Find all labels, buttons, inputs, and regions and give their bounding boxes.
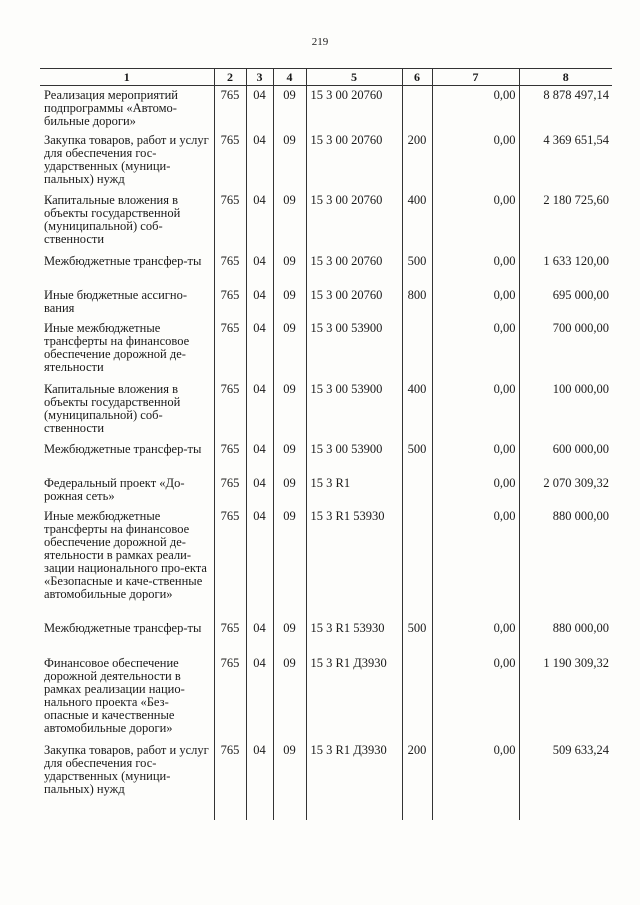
filler-cell [246,801,273,820]
header-cell: 1 [40,69,214,86]
row-cell-4: 09 [273,380,306,440]
header-cell: 2 [214,69,246,86]
row-cell-3: 04 [246,619,273,654]
table-row [40,654,612,741]
row-cell-4: 09 [273,319,306,380]
row-cell-8: 880 000,00 [519,619,612,654]
row-cell-6: 400 [402,380,432,440]
row-cell-7: 0,00 [432,252,519,286]
row-cell-5: 15 3 00 53900 [306,380,402,440]
row-cell-6 [402,86,432,131]
table-row [40,286,612,319]
row-cell-2: 765 [214,474,246,507]
row-name-cell: Закупка товаров, работ и услуг для обеспечения гос-ударственных (муници-пальных) нужд [40,131,214,191]
row-cell-4: 09 [273,741,306,801]
table-row [40,319,612,380]
row-cell-2: 765 [214,131,246,191]
row-cell-2: 765 [214,286,246,319]
table-row [40,440,612,474]
header-cell: 3 [246,69,273,86]
row-cell-5: 15 3 R1 Д3930 [306,654,402,741]
row-cell-6: 400 [402,191,432,252]
filler-cell [273,801,306,820]
table-row [40,131,612,191]
row-cell-7: 0,00 [432,286,519,319]
row-cell-6: 200 [402,741,432,801]
row-cell-3: 04 [246,191,273,252]
page-number: 219 [311,36,329,48]
filler-cell [40,801,214,820]
row-cell-8: 1 633 120,00 [519,252,612,286]
row-cell-2: 765 [214,440,246,474]
row-cell-4: 09 [273,252,306,286]
row-name-cell: Закупка товаров, работ и услуг для обеспечения гос-ударственных (муници-пальных) нужд [40,741,214,801]
filler-cell [306,801,402,820]
row-cell-4: 09 [273,131,306,191]
row-cell-6: 200 [402,131,432,191]
row-cell-5: 15 3 00 20760 [306,191,402,252]
row-cell-8: 100 000,00 [519,380,612,440]
row-name-cell: Финансовое обеспечение дорожной деятельности в рамках реализации нацио-нального проекта «Без-опасные и качественные автомобильные дороги» [40,654,214,741]
row-cell-6 [402,507,432,619]
row-cell-8: 1 190 309,32 [519,654,612,741]
row-cell-5: 15 3 00 20760 [306,286,402,319]
row-cell-3: 04 [246,474,273,507]
row-cell-7: 0,00 [432,319,519,380]
row-cell-2: 765 [214,252,246,286]
row-name-cell: Межбюджетные трансфер-ты [40,252,214,286]
row-cell-5: 15 3 00 20760 [306,86,402,131]
header-cell: 4 [273,69,306,86]
row-cell-4: 09 [273,507,306,619]
row-cell-6: 500 [402,440,432,474]
row-cell-4: 09 [273,440,306,474]
table-row [40,741,612,801]
row-cell-2: 765 [214,619,246,654]
row-cell-4: 09 [273,286,306,319]
row-cell-5: 15 3 00 53900 [306,319,402,380]
row-cell-8: 700 000,00 [519,319,612,380]
table-row [40,252,612,286]
row-cell-2: 765 [214,507,246,619]
row-cell-2: 765 [214,654,246,741]
row-cell-3: 04 [246,741,273,801]
row-cell-3: 04 [246,380,273,440]
row-cell-6: 500 [402,619,432,654]
table-row-filler [40,801,612,820]
row-name-cell: Капитальные вложения в объекты государственной (муниципальной) соб-ственности [40,191,214,252]
row-cell-6: 500 [402,252,432,286]
table-row [40,380,612,440]
row-cell-2: 765 [214,86,246,131]
row-cell-5: 15 3 00 53900 [306,440,402,474]
row-name-cell: Иные бюджетные ассигно-вания [40,286,214,319]
row-cell-4: 09 [273,191,306,252]
table-row [40,86,612,131]
filler-cell [519,801,612,820]
row-cell-3: 04 [246,131,273,191]
row-name-cell: Капитальные вложения в объекты государственной (муниципальной) соб-ственности [40,380,214,440]
row-cell-3: 04 [246,507,273,619]
filler-cell [432,801,519,820]
header-cell: 8 [519,69,612,86]
row-cell-7: 0,00 [432,191,519,252]
row-cell-7: 0,00 [432,654,519,741]
row-cell-2: 765 [214,380,246,440]
row-cell-8: 2 180 725,60 [519,191,612,252]
header-cell: 7 [432,69,519,86]
row-cell-7: 0,00 [432,741,519,801]
row-cell-4: 09 [273,86,306,131]
row-cell-7: 0,00 [432,474,519,507]
row-cell-5: 15 3 R1 53930 [306,619,402,654]
header-cell: 6 [402,69,432,86]
row-cell-2: 765 [214,319,246,380]
row-cell-5: 15 3 R1 Д3930 [306,741,402,801]
row-cell-7: 0,00 [432,131,519,191]
row-cell-6 [402,474,432,507]
row-cell-6 [402,319,432,380]
row-cell-3: 04 [246,319,273,380]
row-cell-7: 0,00 [432,619,519,654]
row-cell-7: 0,00 [432,440,519,474]
row-cell-5: 15 3 R1 53930 [306,507,402,619]
row-cell-8: 695 000,00 [519,286,612,319]
row-name-cell: Межбюджетные трансфер-ты [40,440,214,474]
filler-cell [214,801,246,820]
row-cell-7: 0,00 [432,86,519,131]
row-cell-3: 04 [246,654,273,741]
row-cell-7: 0,00 [432,380,519,440]
row-cell-2: 765 [214,191,246,252]
table-row [40,191,612,252]
row-cell-6 [402,654,432,741]
row-cell-8: 600 000,00 [519,440,612,474]
row-cell-4: 09 [273,654,306,741]
row-cell-8: 2 070 309,32 [519,474,612,507]
row-cell-3: 04 [246,440,273,474]
row-cell-8: 509 633,24 [519,741,612,801]
row-cell-3: 04 [246,286,273,319]
budget-table [40,68,612,820]
row-name-cell: Федеральный проект «До-рожная сеть» [40,474,214,507]
row-cell-6: 800 [402,286,432,319]
row-cell-5: 15 3 00 20760 [306,252,402,286]
row-cell-4: 09 [273,619,306,654]
row-cell-5: 15 3 R1 [306,474,402,507]
row-cell-3: 04 [246,252,273,286]
table-row [40,474,612,507]
row-cell-3: 04 [246,86,273,131]
row-name-cell: Иные межбюджетные трансферты на финансовое обеспечение дорожной де-ятельности [40,319,214,380]
table-row [40,619,612,654]
row-name-cell: Реализация мероприятий подпрограммы «Автомо-бильные дороги» [40,86,214,131]
row-cell-4: 09 [273,474,306,507]
row-cell-8: 8 878 497,14 [519,86,612,131]
table-row [40,507,612,619]
header-cell: 5 [306,69,402,86]
row-cell-8: 880 000,00 [519,507,612,619]
row-cell-2: 765 [214,741,246,801]
row-cell-7: 0,00 [432,507,519,619]
table-header-row [40,69,612,86]
row-name-cell: Межбюджетные трансфер-ты [40,619,214,654]
row-cell-5: 15 3 00 20760 [306,131,402,191]
row-cell-8: 4 369 651,54 [519,131,612,191]
filler-cell [402,801,432,820]
row-name-cell: Иные межбюджетные трансферты на финансовое обеспечение дорожной де-ятельности в рамках реали-зации национального про-екта «Безопасные и каче-ственные автомобильные дороги» [40,507,214,619]
